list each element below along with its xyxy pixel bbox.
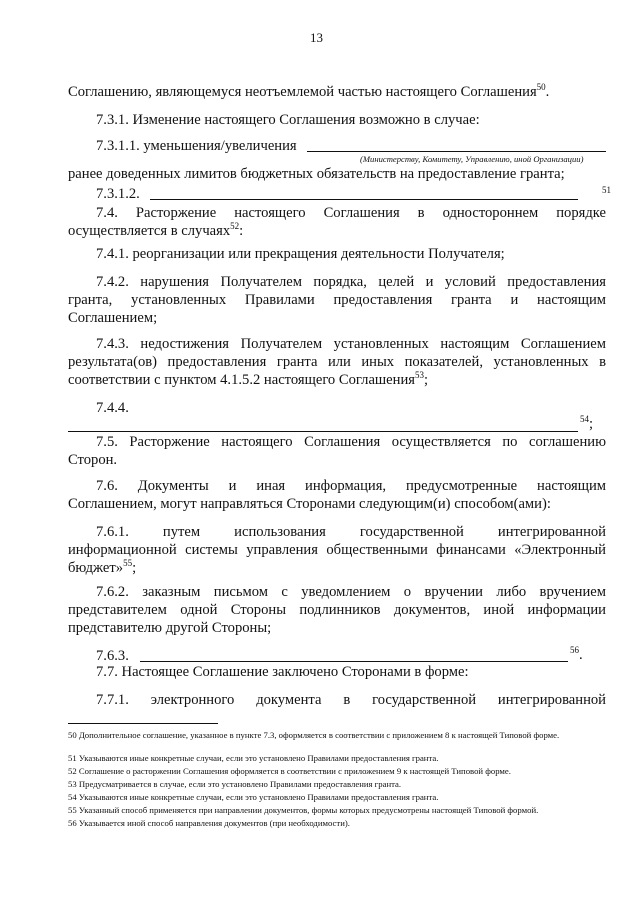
clause-7-4: 7.4. Расторжение настоящего Соглашения в одностороннем порядке <box>96 205 606 221</box>
text-line: Соглашением, могут направляться Сторонами следующим(и) способом(ами): <box>68 496 551 512</box>
page-number: 13 <box>310 30 323 45</box>
footnote: 55 Указанный способ применяется при направлении документов, формы которых предусмотрены настоящей Типовой формой. <box>68 805 539 815</box>
clause-7-6-2: 7.6.2. заказным письмом с уведомлением о вручении либо вручением <box>96 584 606 600</box>
clause-7-7-1: 7.7.1. электронного документа в государственной интегрированной <box>96 692 606 708</box>
text-line: Сторон. <box>68 452 118 468</box>
clause-7-6-3: 7.6.3. <box>96 648 129 664</box>
clause-7-5: 7.5. Расторжение настоящего Соглашения осуществляется по соглашению <box>96 434 606 450</box>
field-hint: (Министерству, Комитету, Управлению, иной Организации) <box>360 154 584 164</box>
clause-7-3-1-2: 7.3.1.2. <box>96 186 140 202</box>
clause-7-4-1: 7.4.1. реорганизации или прекращения деятельности Получателя; <box>96 246 505 262</box>
footnote-ref: 51 <box>602 185 611 195</box>
footnote: 50 Дополнительное соглашение, указанное в пункте 7.3, оформляется в соответствии с приложением 8 к настоящей Типовой форме. <box>68 730 560 740</box>
footnote: 54 Указываются иные конкретные случаи, если это установлено Правилами предоставления гранта. <box>68 792 439 802</box>
clause-7-3-1: 7.3.1. Изменение настоящего Соглашения возможно в случае: <box>96 112 480 128</box>
text-line: осуществляется в случаях$^{52}$: <box>68 221 244 239</box>
clause-7-7: 7.7. Настоящее Соглашение заключено Сторонами в форме: <box>96 664 469 680</box>
clause-7-4-2: 7.4.2. нарушения Получателем порядка, целей и условий предоставления <box>96 274 606 290</box>
text-line: $^{54}$; <box>580 414 594 432</box>
text-line: информационной системы управления общественными финансами «Электронный <box>68 542 606 558</box>
text-line: Соглашением; <box>68 310 158 326</box>
text-line: результата(ов) предоставления гранта или иных показателей, установленных в <box>68 354 606 370</box>
clause-7-3-1-1: 7.3.1.1. уменьшения/увеличения <box>96 138 297 154</box>
text-line: $^{56}$. <box>570 645 583 663</box>
text-line: представителем одной Стороны подлинников документов, иной информации <box>68 602 606 618</box>
text-line: бюджет»$^{55}$; <box>68 558 137 576</box>
text-line: представителю другой Стороны; <box>68 620 272 636</box>
text-line: ранее доведенных лимитов бюджетных обязательств на предоставление гранта; <box>68 166 565 182</box>
clause-7-4-3: 7.4.3. недостижения Получателем установленных настоящим Соглашением <box>96 336 606 352</box>
clause-7-4-4: 7.4.4. <box>96 400 129 416</box>
footnote: 56 Указывается иной способ направления документов (при необходимости). <box>68 818 350 828</box>
clause-7-6: 7.6. Документы и иная информация, предусмотренные настоящим <box>96 478 606 494</box>
footnote: 52 Соглашение о расторжении Соглашения оформляется в соответствии с приложением 9 к настоящей Типовой форме. <box>68 766 511 776</box>
blank-field <box>150 199 578 200</box>
clause-7-6-1: 7.6.1. путем использования государственной интегрированной <box>96 524 606 540</box>
text-line: соответствии с пунктом 4.1.5.2 настоящего Соглашения$^{53}$; <box>68 370 429 388</box>
text-line: Соглашению, являющемуся неотъемлемой частью настоящего Соглашения$^{50}$. <box>68 82 550 100</box>
footnote: 51 Указываются иные конкретные случаи, если это установлено Правилами предоставления гранта. <box>68 753 439 763</box>
text-line: гранта, установленных Правилами предоставления гранта и настоящим <box>68 292 606 308</box>
footnote: 53 Предусматривается в случае, если это установлено Правилами предоставления гранта. <box>68 779 402 789</box>
footnote-separator <box>68 723 218 724</box>
blank-field <box>307 151 606 152</box>
